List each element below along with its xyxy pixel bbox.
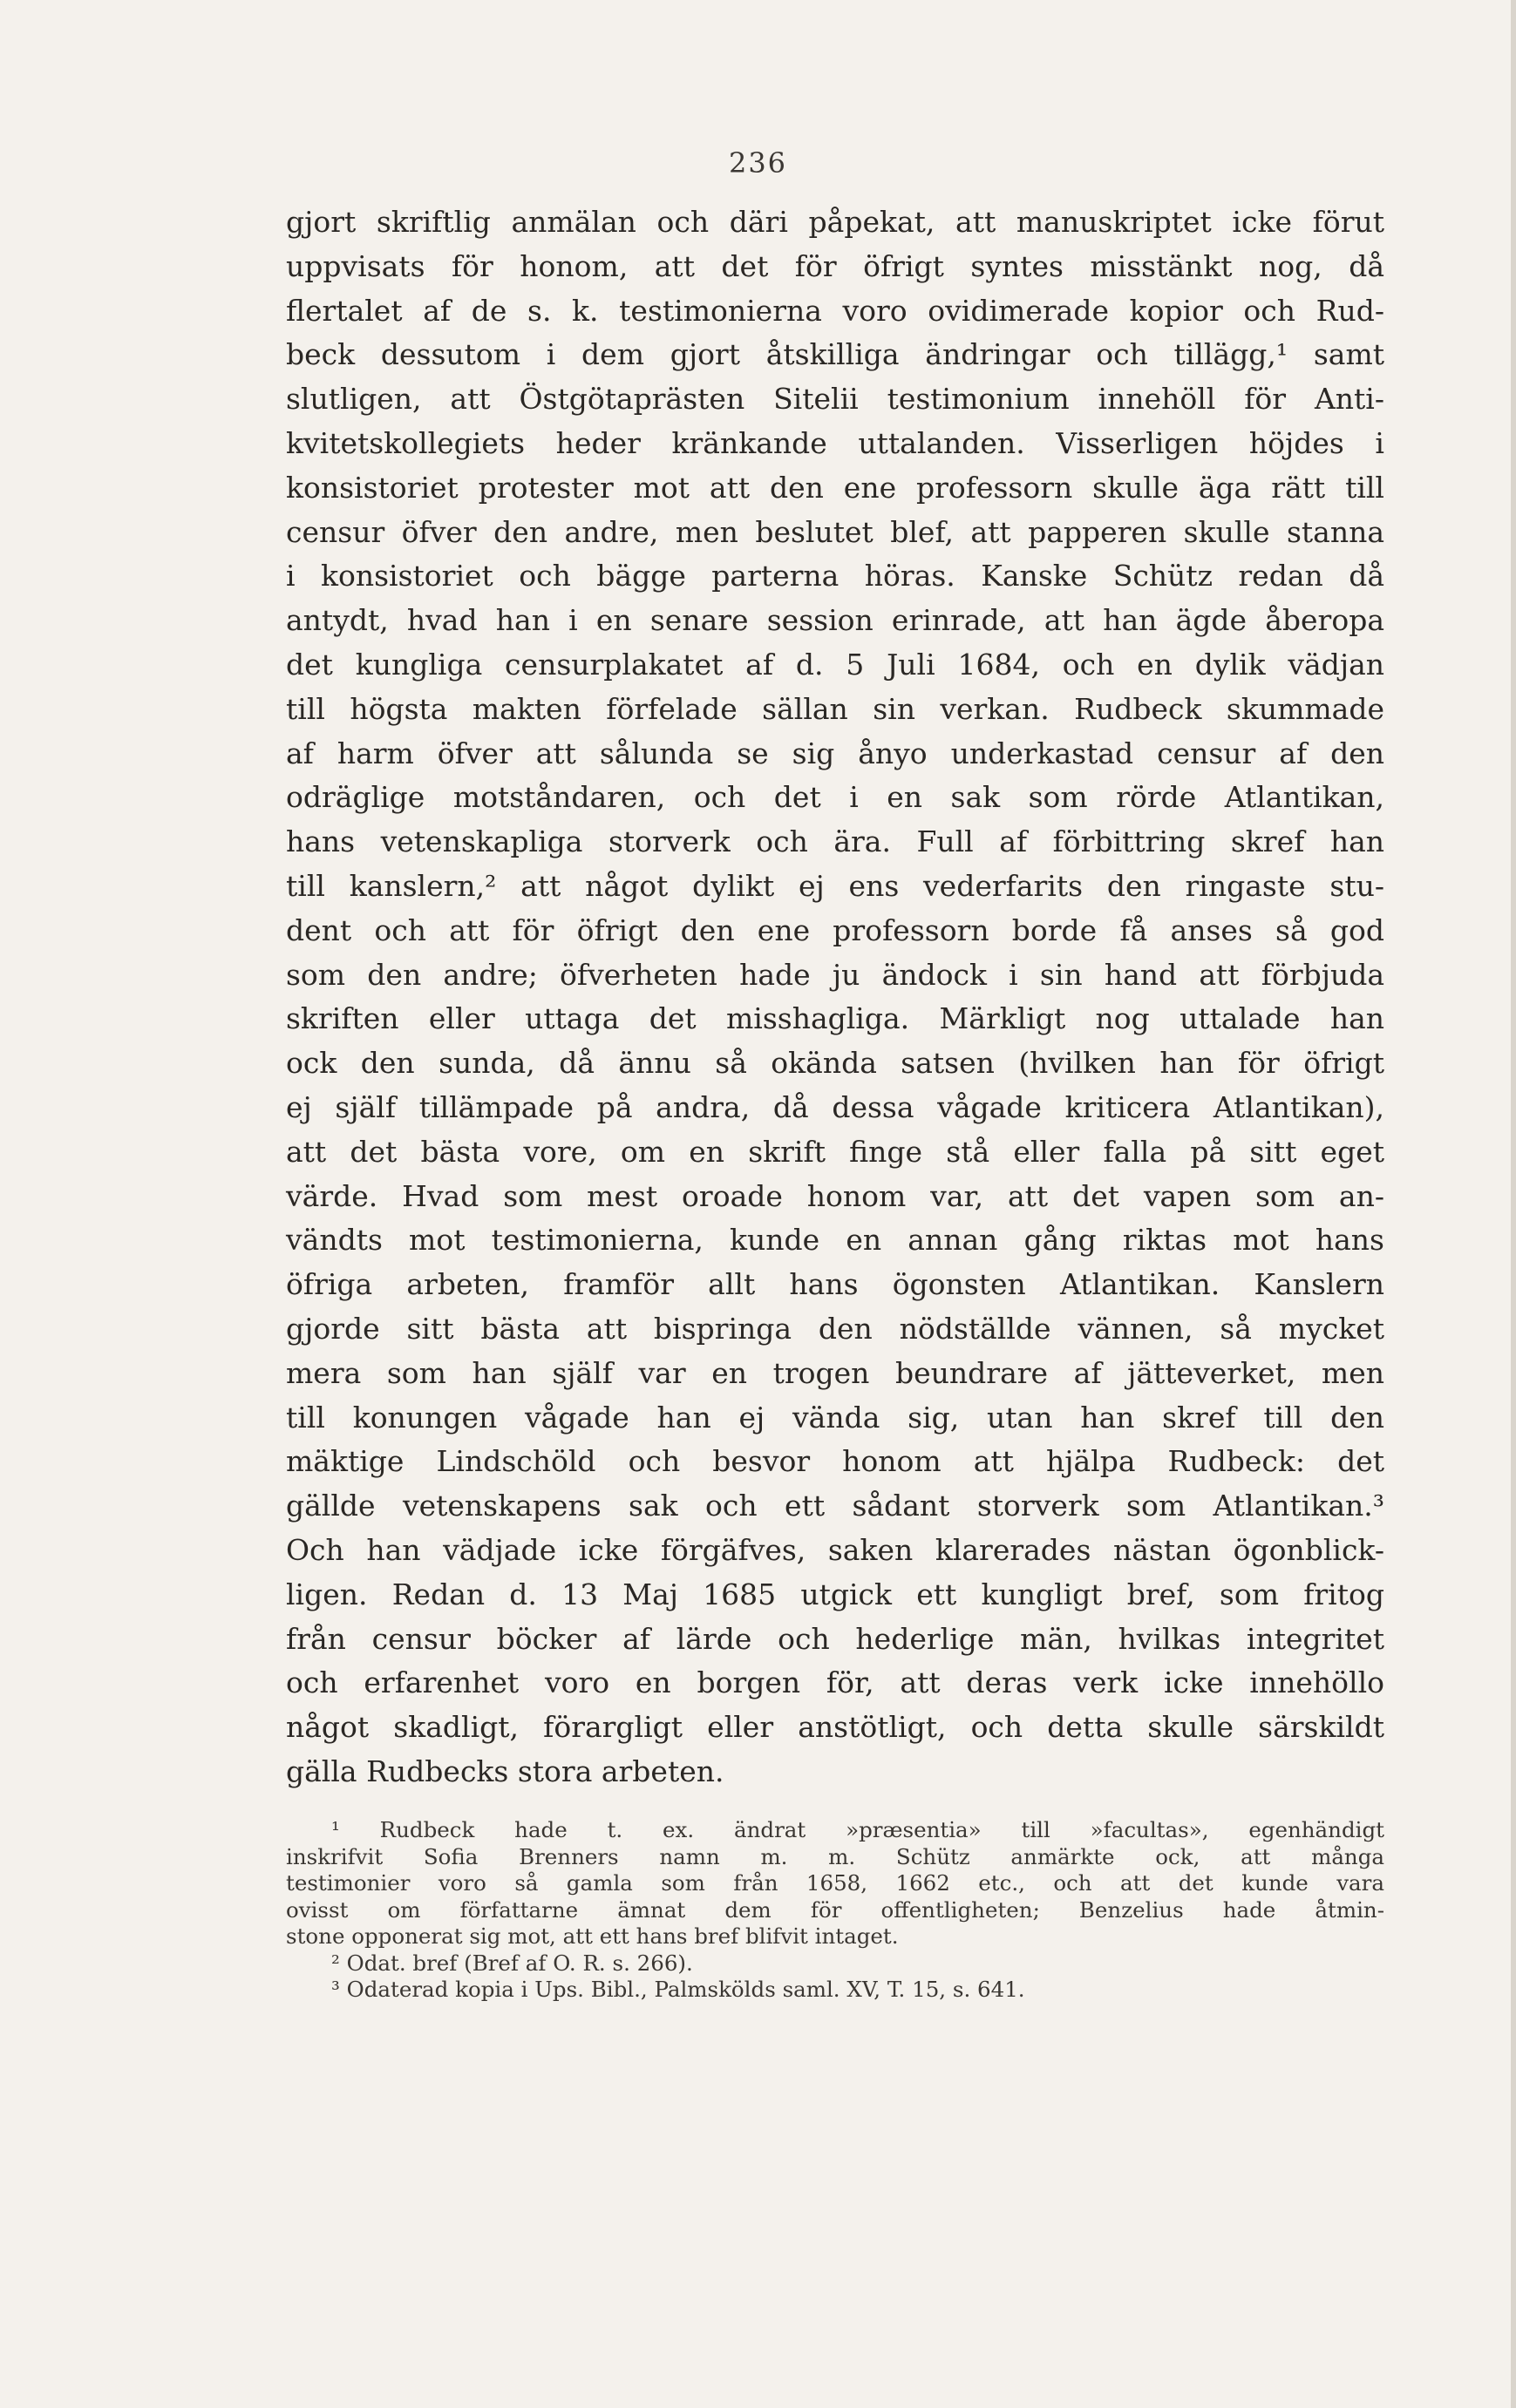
body-line: beck dessutom i dem gjort åtskilliga ändringar och tillägg,¹ samt [286, 337, 1384, 372]
body-line: odräglige motståndaren, och det i en sak som rörde Atlantikan, [286, 780, 1384, 815]
body-line: antydt, hvad han i en senare session erinrade, att han ägde åberopa [286, 603, 1384, 638]
body-line: och erfarenhet voro en borgen för, att deras verk icke innehöllo [286, 1665, 1384, 1700]
body-line: af harm öfver att sålunda se sig ånyo underkastad censur af den [286, 736, 1384, 770]
body-line: i konsistoriet och bägge parterna höras. Kanske Schütz redan då [286, 559, 1384, 594]
footnotes [286, 1817, 1384, 2004]
body-line: censur öfver den andre, men beslutet blef, att papperen skulle stanna [286, 514, 1384, 549]
page-edge-shadow [1511, 0, 1516, 2408]
body-line: som den andre; öfverheten hade ju ändock i sin hand att förbjuda [286, 957, 1384, 992]
footnote-line: ¹ Rudbeck hade t. ex. ändrat »præsentia» till »facultas», egenhändigt [331, 1817, 1384, 1842]
body-line: till kanslern,² att något dylikt ej ens vederfarits den ringaste stu- [286, 868, 1384, 903]
body-line: uppvisats för honom, att det för öfrigt syntes misstänkt nog, då [286, 248, 1384, 283]
body-line: gällde vetenskapens sak och ett sådant storverk som Atlantikan.³ [286, 1489, 1384, 1523]
body-line: dent och att för öfrigt den ene professorn borde få anses så god [286, 912, 1384, 947]
body-line: flertalet af de s. k. testimonierna voro ovidimerade kopior och Rud- [286, 293, 1384, 328]
body-line: ligen. Redan d. 13 Maj 1685 utgick ett kungligt bref, som fritog [286, 1577, 1384, 1611]
body-line: gälla Rudbecks stora arbeten. [286, 1753, 724, 1788]
body-line: mäktige Lindschöld och besvor honom att hjälpa Rudbeck: det [286, 1444, 1384, 1479]
footnote-line: inskrifvit Sofia Brenners namn m. m. Schütz anmärkte ock, att många [286, 1843, 1384, 1869]
footnote-line: ³ Odaterad kopia i Ups. Bibl., Palmskölds saml. XV, T. 15, s. 641. [331, 1977, 1025, 2002]
body-line: slutligen, att Östgötaprästen Sitelii testimonium innehöll för Anti- [286, 382, 1384, 417]
body-line: gjort skriftlig anmälan och däri påpekat, att manuskriptet icke förut [286, 205, 1384, 239]
body-line: ock den sunda, då ännu så okända satsen (hvilken han för öfrigt [286, 1046, 1384, 1081]
body-line: från censur böcker af lärde och hederlige män, hvilkas integritet [286, 1621, 1384, 1656]
page-number: 236 [728, 146, 788, 180]
body-line: Och han vädjade icke förgäfves, saken klarerades nästan ögonblick- [286, 1532, 1384, 1567]
body-line: skriften eller uttaga det misshagliga. Märkligt nog uttalade han [286, 1001, 1384, 1036]
body-line: något skadligt, förargligt eller anstötligt, och detta skulle särskildt [286, 1710, 1384, 1745]
footnote-line: stone opponerat sig mot, att ett hans bref blifvit intaget. [286, 1923, 899, 1949]
body-line: kvitetskollegiets heder kränkande uttalanden. Visserligen höjdes i [286, 425, 1384, 460]
body-text [286, 200, 1384, 1794]
body-line: öfriga arbeten, framför allt hans ögonsten Atlantikan. Kanslern [286, 1267, 1384, 1302]
footnote-line: ² Odat. bref (Bref af O. R. s. 266). [331, 1950, 693, 1976]
body-line: till konungen vågade han ej vända sig, utan han skref till den [286, 1400, 1384, 1435]
body-line: vändts mot testimonierna, kunde en annan gång riktas mot hans [286, 1223, 1384, 1258]
body-line: gjorde sitt bästa att bispringa den nödställde vännen, så mycket [286, 1311, 1384, 1346]
footnote-line: ovisst om författarne ämnat dem för offentligheten; Benzelius hade åtmin- [286, 1896, 1384, 1923]
body-line: mera som han själf var en trogen beundrare af jätteverket, men [286, 1355, 1384, 1390]
body-line: det kungliga censurplakatet af d. 5 Juli 1684, och en dylik vädjan [286, 647, 1384, 682]
body-line: ej själf tillämpade på andra, då dessa vågade kriticera Atlantikan), [286, 1089, 1384, 1124]
body-line: konsistoriet protester mot att den ene professorn skulle äga rätt till [286, 470, 1384, 505]
body-line: att det bästa vore, om en skrift finge stå eller falla på sitt eget [286, 1134, 1384, 1169]
footnote-line: testimonier voro så gamla som från 1658, 1662 etc., och att det kunde vara [286, 1870, 1384, 1896]
body-line: hans vetenskapliga storverk och ära. Full af förbittring skref han [286, 824, 1384, 859]
body-line: värde. Hvad som mest oroade honom var, att det vapen som an- [286, 1178, 1384, 1213]
body-line: till högsta makten förfelade sällan sin verkan. Rudbeck skummade [286, 691, 1384, 726]
